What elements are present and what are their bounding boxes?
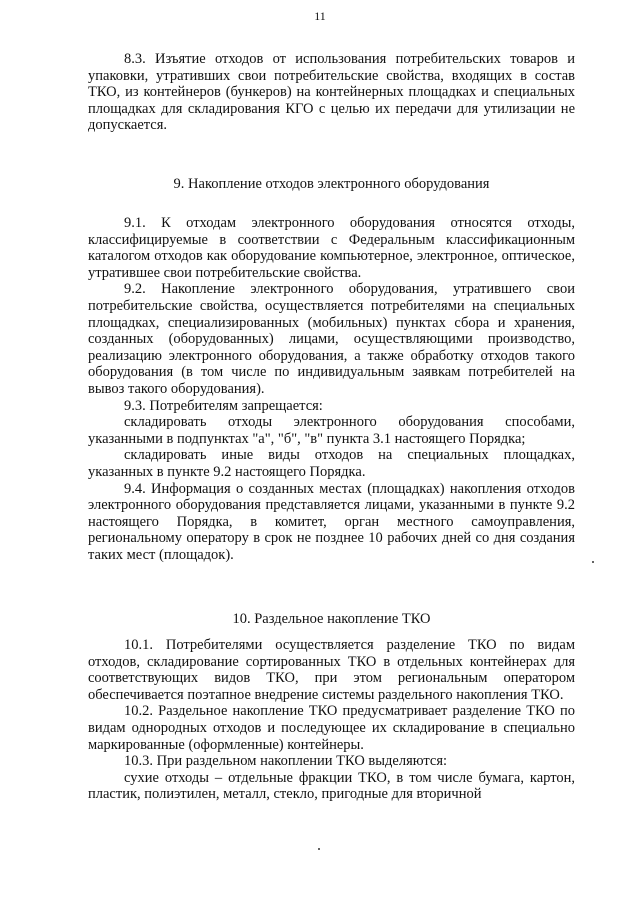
scan-speck — [592, 561, 594, 563]
paragraph-9-3-item-a: складировать отходы электронного оборудования способами, указанными в подпунктах "а", "б", "в" пункта 3.1 настоящего Порядка; — [88, 414, 575, 447]
paragraph-9-3: 9.3. Потребителям запрещается: — [124, 397, 323, 414]
paragraph-10-1: 10.1. Потребителями осуществляется разделение ТКО по видам отходов, складирование сортированных ТКО в отдельных контейнерах для соответствующих видов ТКО, при этом региональным оператором обеспечивается поэтапное внедрение системы раздельного накопления ТКО. — [88, 637, 575, 703]
paragraph-9-4: 9.4. Информация о созданных местах (площадках) накопления отходов электронного оборудования представляется лицами, указанными в пункте 9.2 настоящего Порядка, в комитет, орган местного самоуправления, региональному оператору в срок не позднее 10 рабочих дней со дня создания таких мест (площадок). — [88, 480, 575, 563]
paragraph-10-3-item-a: сухие отходы – отдельные фракции ТКО, в том числе бумага, картон, пластик, полиэтилен, металл, стекло, пригодные для вторичной — [88, 769, 575, 803]
page-number: 11 — [314, 9, 326, 23]
paragraph-9-1: 9.1. К отходам электронного оборудования относятся отходы, классифицируемые в соответствии с Федеральным классификационным каталогом отходов как оборудование компьютерное, электронное, оптическое, утратившее свои потребительские свойства. — [88, 215, 575, 281]
paragraph-10-3: 10.3. При раздельном накоплении ТКО выделяются: — [124, 753, 448, 770]
paragraph-9-3-item-b: складировать иные виды отходов на специальных площадках, указанных в пункте 9.2 настоящего Порядка. — [88, 447, 575, 480]
section-9-body — [88, 215, 575, 563]
paragraph-8-3-block — [88, 51, 575, 134]
paragraph-8-3: 8.3. Изъятие отходов от использования потребительских товаров и упаковки, утративших свои потребительские свойства, входящих в состав ТКО, из контейнеров (бункеров) на контейнерных площадках и специальных площадках для складирования КГО с целью их передачи для утилизации не допускается. — [88, 51, 575, 134]
section-9-heading: 9. Накопление отходов электронного оборудования — [173, 176, 490, 192]
paragraph-10-2: 10.2. Раздельное накопление ТКО предусматривает разделение ТКО по видам однородных отходов и последующее их складирование в специально маркированные (оформленные) контейнеры. — [88, 703, 575, 753]
scan-speck — [318, 848, 320, 850]
paragraph-9-2: 9.2. Накопление электронного оборудования, утратившего свои потребительские свойства, осуществляется потребителями на специальных площадках, специализированных (мобильных) пунктах сбора и хранения, созданных (оборудованных) лицами, осуществляющими производство, реализацию электронного оборудования, а также обработку отходов такого оборудования (в том числе по индивидуальным заявкам потребителей на вывоз такого оборудования). — [88, 281, 575, 397]
section-10-body — [88, 637, 575, 803]
section-10-heading: 10. Раздельное накопление ТКО — [232, 611, 431, 627]
